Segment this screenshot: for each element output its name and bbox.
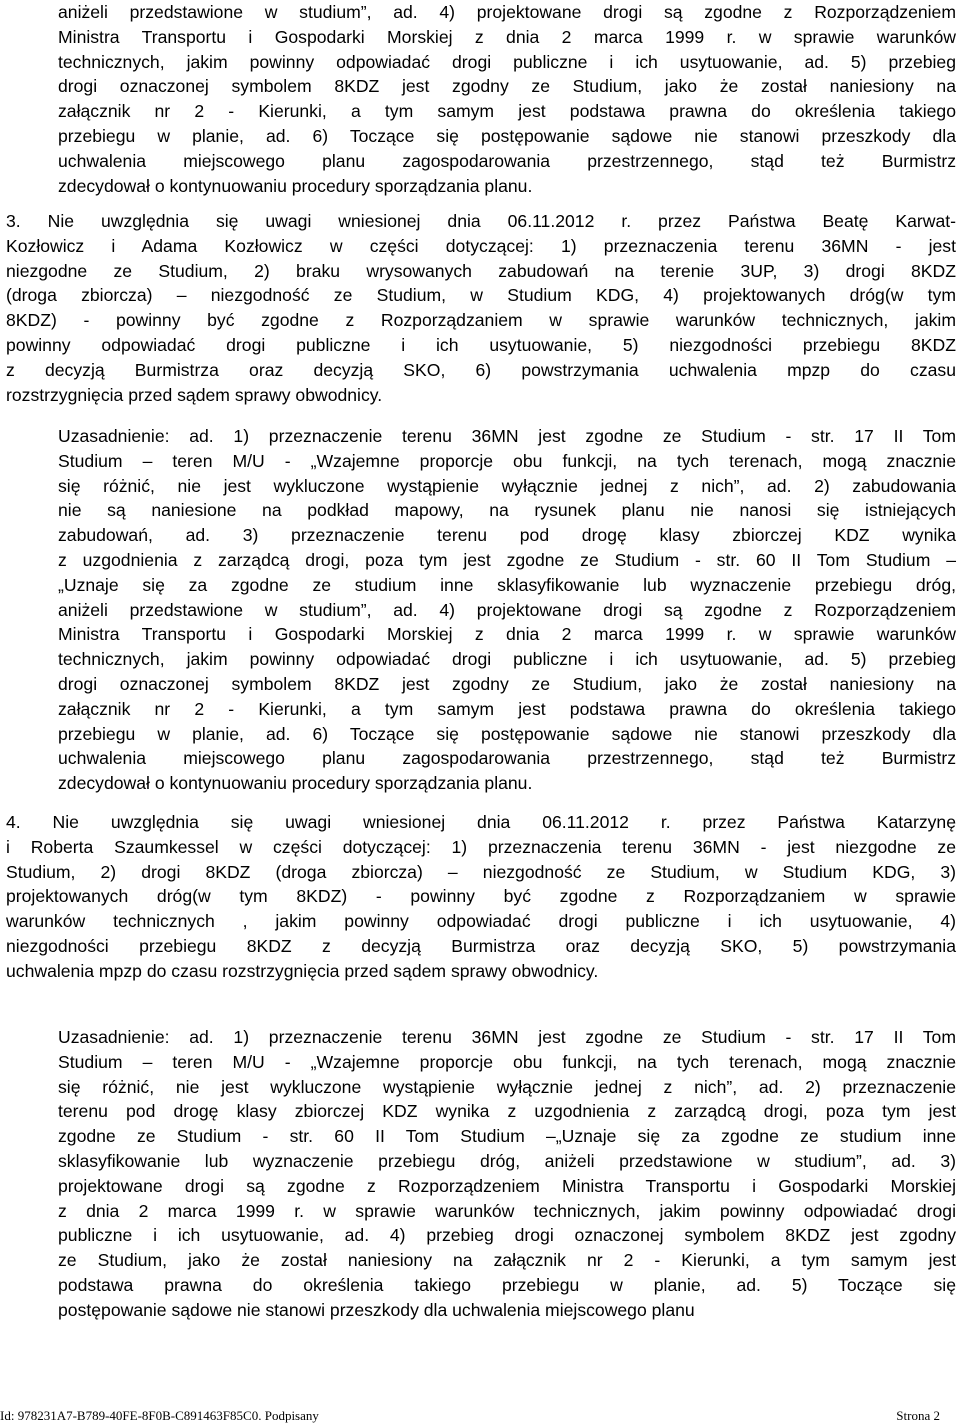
page-footer (0, 1408, 960, 1426)
text-line: załącznik nr 2 - Kierunki, a tym samym jest podstawa prawna do określenia takiego (58, 698, 956, 719)
text-line: terenu pod drogę klasy zbiorczej KDZ wynika z uzgodnienia z zarządcą drogi, poza tym jest (58, 1101, 956, 1122)
text-line: Ministra Transportu i Gospodarki Morskiej z dnia 2 marca 1999 r. w sprawie warunków (58, 26, 956, 47)
text-line: zdecydował o kontynuowaniu procedury sporządzania planu. (58, 773, 533, 794)
text-line: publiczne i ich usytuowanie, ad. 4) przebieg drogi oznaczonej symbolem 8KDZ jest zgodny (58, 1225, 956, 1246)
text-line: Uzasadnienie: ad. 1) przeznaczenie terenu 36MN jest zgodne ze Studium - str. 17 II Tom (58, 1027, 956, 1047)
text-line: (droga zbiorcza) – niezgodność ze Studium, w Studium KDG, 4) projektowanych dróg(w tym (6, 285, 956, 306)
text-line: z uzgodnienia z zarządcą drogi, poza tym jest zgodne ze Studium - str. 60 II Tom Studium – (58, 549, 956, 570)
text-line: aniżeli przedstawione w studium”, ad. 4) projektowane drogi są zgodne z Rozporządzeniem (58, 599, 956, 620)
text-line: Uzasadnienie: ad. 1) przeznaczenie terenu 36MN jest zgodne ze Studium - str. 17 II Tom (58, 426, 956, 446)
paragraph-item-4 (6, 810, 956, 984)
text-line: uchwalenia mpzp do czasu rozstrzygnięcia przed sądem sprawy obwodnicy. (6, 960, 599, 981)
text-line: warunków technicznych , jakim powinny odpowiadać drogi publiczne i ich usytuowanie, 4) (6, 911, 956, 932)
text-line: aniżeli przedstawione w studium”, ad. 4) projektowane drogi są zgodne z Rozporządzeniem (58, 2, 956, 22)
text-line: technicznych, jakim powinny odpowiadać drogi publiczne i ich usytuowanie, ad. 5) przebieg (58, 649, 956, 670)
text-line: uchwalenia miejscowego planu zagospodarowania przestrzennego, stąd też Burmistrz (58, 150, 956, 171)
text-line: Studium, 2) drogi 8KDZ (droga zbiorcza) – niezgodność ze Studium, w Studium KDG, 3) (6, 861, 956, 882)
text-line: drogi oznaczonej symbolem 8KDZ jest zgodny ze Studium, jako że został naniesiony na (58, 673, 956, 694)
text-line: niezgodności przebiegu 8KDZ z decyzją Burmistrza oraz decyzją SKO, 5) powstrzymania (6, 935, 956, 956)
text-line: postępowanie sądowe nie stanowi przeszkody dla uchwalenia miejscowego planu (58, 1299, 695, 1320)
text-line: sklasyfikowanie lub wyznaczenie przebiegu dróg, aniżeli przedstawione w studium”, ad. 3) (58, 1150, 956, 1171)
text-line: 3. Nie uwzględnia się uwagi wniesionej dnia 06.11.2012 r. przez Państwa Beatę Karwat- (6, 211, 956, 231)
page-number: Strona 2 (896, 1408, 940, 1423)
text-line: z decyzją Burmistrza oraz decyzją SKO, 6) powstrzymania uchwalenia mpzp do czasu (6, 359, 956, 380)
text-line: Studium – teren M/U - „Wzajemne proporcje obu funkcji, na tych terenach, mogą znacznie (58, 1051, 956, 1072)
text-line: projektowane drogi są zgodne z Rozporządzeniem Ministra Transportu i Gospodarki Morskiej (58, 1175, 956, 1196)
text-line: zdecydował o kontynuowaniu procedury sporządzania planu. (58, 175, 533, 196)
text-line: przebiegu w planie, ad. 6) Toczące się postępowanie sądowe nie stanowi przeszkody dla (58, 723, 956, 744)
paragraph-item-3 (6, 209, 956, 407)
text-line: zabudowań, ad. 3) przeznaczenie terenu pod drogę klasy zbiorczej KDZ wynika (58, 525, 956, 546)
text-line: uchwalenia miejscowego planu zagospodarowania przestrzennego, stąd też Burmistrz (58, 748, 956, 769)
text-line: się różnić, nie jest wykluczone wystąpienie wyłącznie jednej z nich”, ad. 2) zabudowania (58, 475, 956, 496)
text-line: 8KDZ) - powinny być zgodne z Rozporządzaniem w sprawie warunków technicznych, jakim (6, 310, 956, 331)
text-line: Ministra Transportu i Gospodarki Morskiej z dnia 2 marca 1999 r. w sprawie warunków (58, 624, 956, 645)
text-line: podstawa prawna do określenia takiego przebiegu w planie, ad. 5) Toczące się (58, 1274, 956, 1295)
paragraph-justification-4 (58, 1025, 956, 1323)
text-line: technicznych, jakim powinny odpowiadać drogi publiczne i ich usytuowanie, ad. 5) przebieg (58, 51, 956, 72)
text-line: projektowanych dróg(w tym 8KDZ) - powinny być zgodne z Rozporządzaniem w sprawie (6, 886, 956, 907)
document-id: Id: 978231A7-B789-40FE-8F0B-C891463F85C0. Podpisany (0, 1408, 319, 1423)
text-line: i Roberta Szaumkessel w części dotyczącej: 1) przeznaczenia terenu 36MN - jest niezgodne ze (6, 836, 956, 857)
text-line: rozstrzygnięcia przed sądem sprawy obwodnicy. (6, 384, 383, 405)
paragraph-continuation (58, 0, 956, 198)
text-line: „Uznaje się za zgodne ze studium inne sklasyfikowanie lub wyznaczenie przebiegu dróg, (58, 574, 956, 595)
text-line: Kozłowicz i Adama Kozłowicz w części dotyczącej: 1) przeznaczenia terenu 36MN - jest (6, 235, 956, 256)
text-line: przebiegu w planie, ad. 6) Toczące się postępowanie sądowe nie stanowi przeszkody dla (58, 125, 956, 146)
text-line: ze Studium, jako że został naniesiony na załącznik nr 2 - Kierunki, a tym samym jest (58, 1250, 956, 1271)
text-line: drogi oznaczonej symbolem 8KDZ jest zgodny ze Studium, jako że został naniesiony na (58, 76, 956, 97)
text-line: 4. Nie uwzględnia się uwagi wniesionej dnia 06.11.2012 r. przez Państwa Katarzynę (6, 812, 956, 832)
text-line: nie są naniesione na podkład mapowy, na rysunek planu nie nanosi się istniejących (58, 500, 956, 521)
text-line: załącznik nr 2 - Kierunki, a tym samym jest podstawa prawna do określenia takiego (58, 101, 956, 122)
text-line: Studium – teren M/U - „Wzajemne proporcje obu funkcji, na tych terenach, mogą znacznie (58, 450, 956, 471)
paragraph-justification-3 (58, 424, 956, 796)
text-line: z dnia 2 marca 1999 r. w sprawie warunków technicznych, jakim powinny odpowiadać drogi (58, 1200, 956, 1221)
text-line: się różnić, nie jest wykluczone wystąpienie wyłącznie jednej z nich”, ad. 2) przeznaczenie (58, 1076, 956, 1097)
text-line: niezgodne ze Studium, 2) braku wrysowanych zabudowań na terenie 3UP, 3) drogi 8KDZ (6, 260, 956, 281)
text-line: zgodne ze Studium - str. 60 II Tom Studium –„Uznaje się za zgodne ze studium inne (58, 1126, 956, 1147)
text-line: powinny odpowiadać drogi publiczne i ich usytuowanie, 5) niezgodności przebiegu 8KDZ (6, 334, 956, 355)
